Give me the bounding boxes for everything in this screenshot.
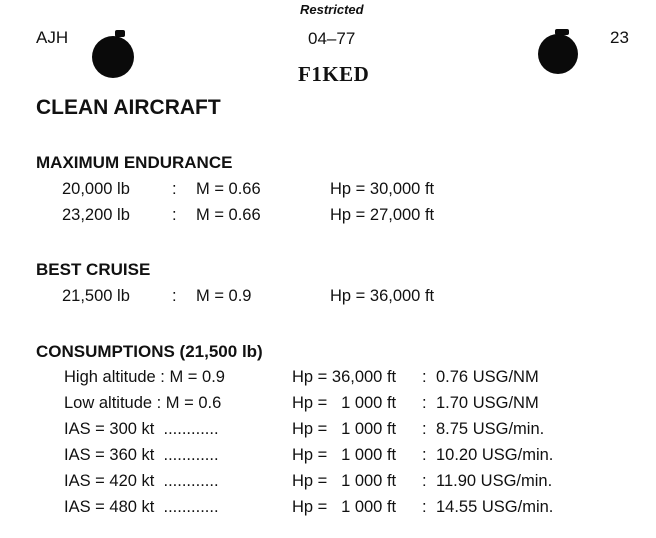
altitude-value: Hp = 30,000 ft <box>330 180 435 198</box>
altitude-value: Hp = 1 000 ft <box>292 394 397 412</box>
condition-label: High altitude : M = 0.9 <box>64 368 225 386</box>
condition-label: Low altitude : M = 0.6 <box>64 394 222 412</box>
separator: : <box>172 180 177 198</box>
condition-label: IAS = 360 kt ............ <box>64 446 219 464</box>
altitude-value: Hp = 1 000 ft <box>292 446 397 464</box>
mach-value: M = 0.9 <box>196 287 252 305</box>
altitude-value: Hp = 36,000 ft <box>330 287 435 305</box>
page-number: 23 <box>610 28 629 47</box>
altitude-value: Hp = 1 000 ft <box>292 472 397 490</box>
separator: : <box>422 368 427 386</box>
consumption-value: 11.90 USG/min. <box>436 472 553 490</box>
separator: : <box>422 472 427 490</box>
consumption-value: 1.70 USG/NM <box>436 394 539 412</box>
condition-label: IAS = 420 kt ............ <box>64 472 219 490</box>
consumption-value: 8.75 USG/min. <box>436 420 545 438</box>
binder-hole-right <box>538 34 578 74</box>
consumption-value: 14.55 USG/min. <box>436 498 554 516</box>
section-heading-max-endurance: MAXIMUM ENDURANCE <box>36 153 233 172</box>
separator: : <box>172 287 177 305</box>
condition-label: IAS = 300 kt ............ <box>64 420 219 438</box>
altitude-value: Hp = 1 000 ft <box>292 498 397 516</box>
altitude-value: Hp = 27,000 ft <box>330 206 435 224</box>
document-reference: AJH <box>36 28 69 47</box>
consumption-value: 10.20 USG/min. <box>436 446 554 464</box>
binder-hole-left <box>92 36 134 78</box>
weight-value: 20,000 lb <box>62 180 130 198</box>
mach-value: M = 0.66 <box>196 180 261 198</box>
separator: : <box>422 394 427 412</box>
document-date: 04–77 <box>308 29 356 48</box>
condition-label: IAS = 480 kt ............ <box>64 498 219 516</box>
section-heading-best-cruise: BEST CRUISE <box>36 260 151 279</box>
document-code: F1KED <box>298 62 370 86</box>
weight-value: 21,500 lb <box>62 287 130 305</box>
altitude-value: Hp = 1 000 ft <box>292 420 397 438</box>
separator: : <box>172 206 177 224</box>
weight-value: 23,200 lb <box>62 206 130 224</box>
consumption-value: 0.76 USG/NM <box>436 368 539 386</box>
section-heading-consumptions: CONSUMPTIONS (21,500 lb) <box>36 342 263 361</box>
separator: : <box>422 446 427 464</box>
separator: : <box>422 420 427 438</box>
page-title: CLEAN AIRCRAFT <box>36 96 221 119</box>
mach-value: M = 0.66 <box>196 206 261 224</box>
restricted-label: Restricted <box>300 2 364 17</box>
altitude-value: Hp = 36,000 ft <box>292 368 397 386</box>
separator: : <box>422 498 427 516</box>
